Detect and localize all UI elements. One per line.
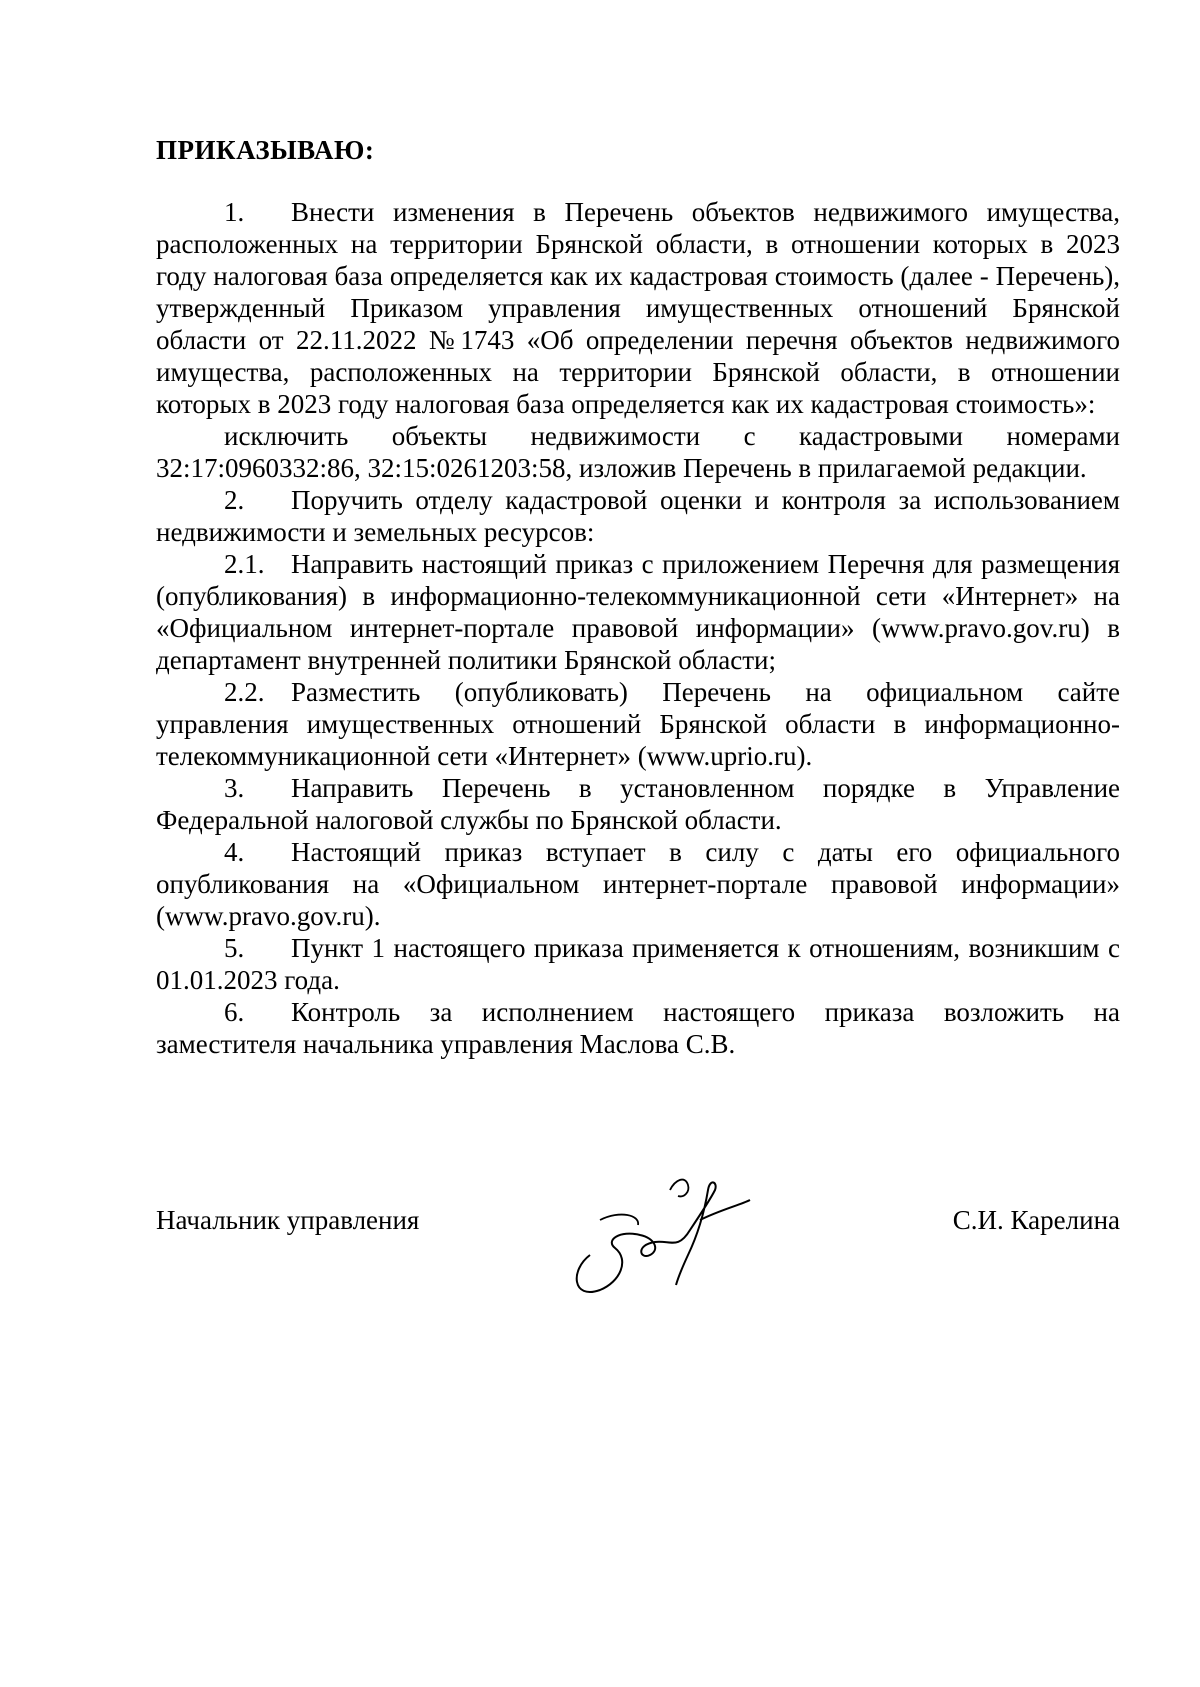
paragraph-5 [156,932,1120,996]
paragraph-text: Направить Перечень в установленном порядке в Управление Федеральной налоговой службы по Брянской области. [156,773,1120,835]
paragraph-text: исключить объекты недвижимости с кадастровыми номерами 32:17:0960332:86, 32:15:0261203:58, изложив Перечень в прилагаемой редакции. [156,421,1120,483]
paragraph-text: Поручить отделу кадастровой оценки и контроля за использованием недвижимости и земельных ресурсов: [156,485,1120,547]
paragraph-text: Разместить (опубликовать) Перечень на официальном сайте управления имущественных отношений Брянской области в информационно-телекоммуникационной сети «Интернет» (www.uprio.ru). [156,677,1120,771]
paragraph-2-1 [156,548,1120,676]
signatory-name: С.И. Карелина [952,1205,1120,1235]
paragraph-number: 2. [224,485,245,515]
paragraph-1-exclusion [156,420,1120,484]
paragraph-3 [156,772,1120,836]
paragraph-text: Пункт 1 настоящего приказа применяется к отношениям, возникшим с 01.01.2023 года. [156,933,1120,995]
signatory-position: Начальник управления [156,1205,420,1235]
paragraph-number: 4. [224,837,245,867]
paragraph-number: 3. [224,773,245,803]
paragraph-4 [156,836,1120,932]
paragraph-text: Настоящий приказ вступает в силу с даты его официального опубликования на «Официальном интернет-портале правовой информации» (www.pravo.gov.ru). [156,837,1120,931]
signature-block [156,1205,1120,1245]
order-heading: ПРИКАЗЫВАЮ: [156,135,375,165]
paragraph-text: Внести изменения в Перечень объектов недвижимого имущества, расположенных на территории Брянской области, в отношении которых в 2023 году налоговая база определяется как их кадастровая стоимость (далее - Перечень), утвержденный Приказом управления имущественных отношений Брянской области от 22.11.2022 №1743 «Об определении перечня объектов недвижимого имущества, расположенных на территории Брянской области, в отношении которых в 2023 году налоговая база определяется как их кадастровая стоимость»: [156,197,1120,419]
paragraph-number: 6. [224,997,245,1027]
document-body [156,134,1120,1060]
paragraph-number: 1. [224,197,245,227]
paragraph-number: 2.1. [224,549,265,579]
paragraph-text: Направить настоящий приказ с приложением Перечня для размещения (опубликования) в информационно-телекоммуникационной сети «Интернет» на «Официальном интернет-портале правовой информации» (www.pravo.gov.ru) в департамент внутренней политики Брянской области; [156,549,1120,675]
paragraph-number: 5. [224,933,245,963]
paragraph-1 [156,196,1120,420]
paragraph-2 [156,484,1120,548]
paragraph-2-2 [156,676,1120,772]
paragraph-number: 2.2. [224,677,265,707]
paragraph-text: Контроль за исполнением настоящего приказа возложить на заместителя начальника управления Маслова С.В. [156,997,1120,1059]
paragraph-6 [156,996,1120,1060]
